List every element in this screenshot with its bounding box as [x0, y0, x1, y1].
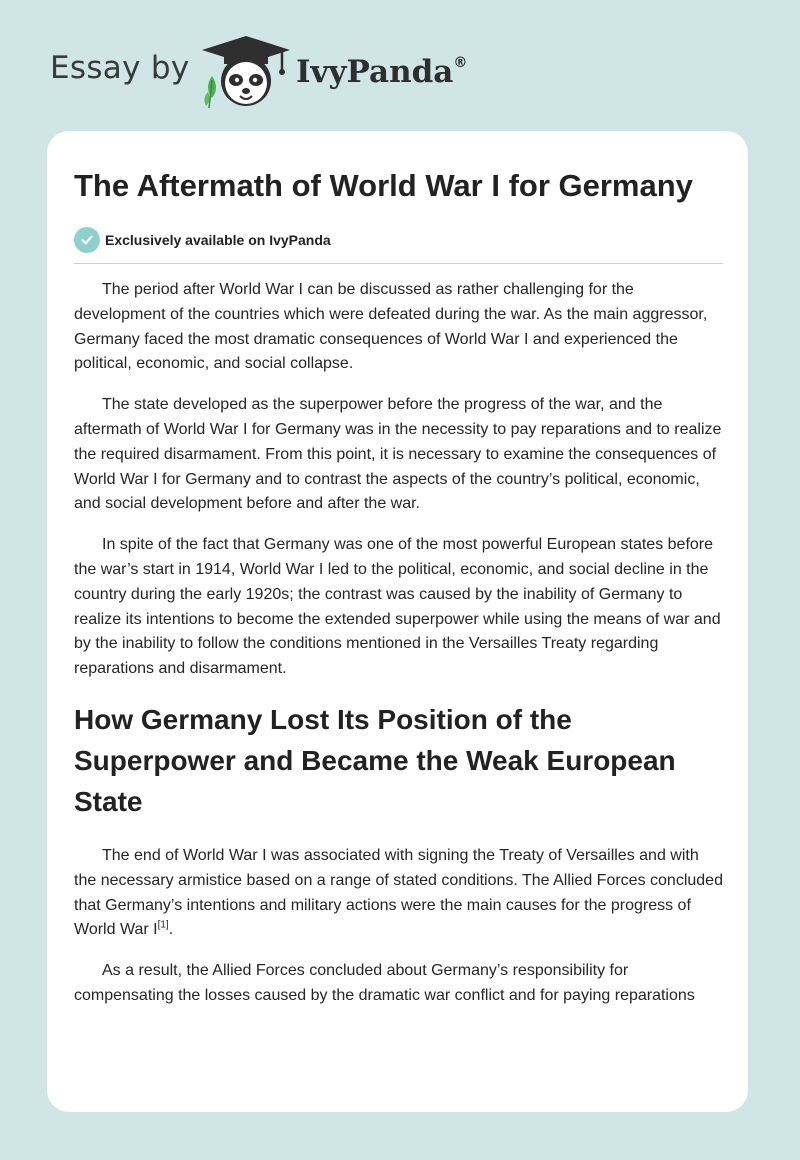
site-header: [0, 0, 800, 130]
panda-graduate-logo-icon[interactable]: [200, 36, 292, 110]
intro-paragraph-2: The state developed as the superpower before the progress of the war, and the aftermath of World War I for Germany was in the necessity to pay reparations and to realize the required disarmament. From this point, it is necessary to examine the consequences of World War I for Germany and to contrast the aspects of the country’s political, economic, and social development before and after the war.: [74, 396, 722, 513]
section-paragraph-2: As a result, the Allied Forces concluded about Germany’s responsibility for compensating the losses caused by the dramatic war conflict and for paying reparations: [74, 962, 695, 1004]
exclusive-label: Exclusively available on IvyPanda: [105, 232, 331, 248]
article-body: [74, 131, 723, 1009]
section-paragraph-1-text: The end of World War I was associated with signing the Treaty of Versailles and with the necessary armistice based on a range of stated conditions. The Allied Forces concluded that Germany’s intentions and military actions were the main causes for the progress of World War I: [74, 846, 723, 939]
section-heading: How Germany Lost Its Position of the Superpower and Became the Weak European State: [74, 703, 676, 817]
registered-mark: ®: [453, 55, 468, 71]
exclusive-badge: [74, 226, 723, 254]
article-card: [47, 131, 748, 1112]
brand-name-text: IvyPanda: [296, 54, 454, 90]
essay-by-label: Essay by: [50, 50, 190, 86]
section-paragraph-1-end: .: [168, 921, 174, 939]
divider: [74, 263, 723, 264]
article-title: The Aftermath of World War I for Germany: [74, 168, 693, 203]
check-circle-icon: [74, 227, 100, 253]
intro-paragraph-1: The period after World War I can be discussed as rather challenging for the development of the countries which were defeated during the war. As the main aggressor, Germany faced the most dramatic consequences of World War I and experienced the political, economic, and social collapse.: [74, 281, 708, 373]
footnote-ref-link[interactable]: [1]: [157, 920, 169, 932]
brand-name[interactable]: [296, 54, 467, 90]
intro-paragraph-3: In spite of the fact that Germany was one of the most powerful European states before the war’s start in 1914, World War I led to the political, economic, and social decline in the country during the early 1920s; the contrast was caused by the inability of Germany to realize its intentions to become the extended superpower while using the means of war and by the inability to follow the conditions mentioned in the Versailles Treaty regarding reparations and disarmament.: [74, 536, 721, 678]
section-paragraph-1: [74, 844, 723, 943]
